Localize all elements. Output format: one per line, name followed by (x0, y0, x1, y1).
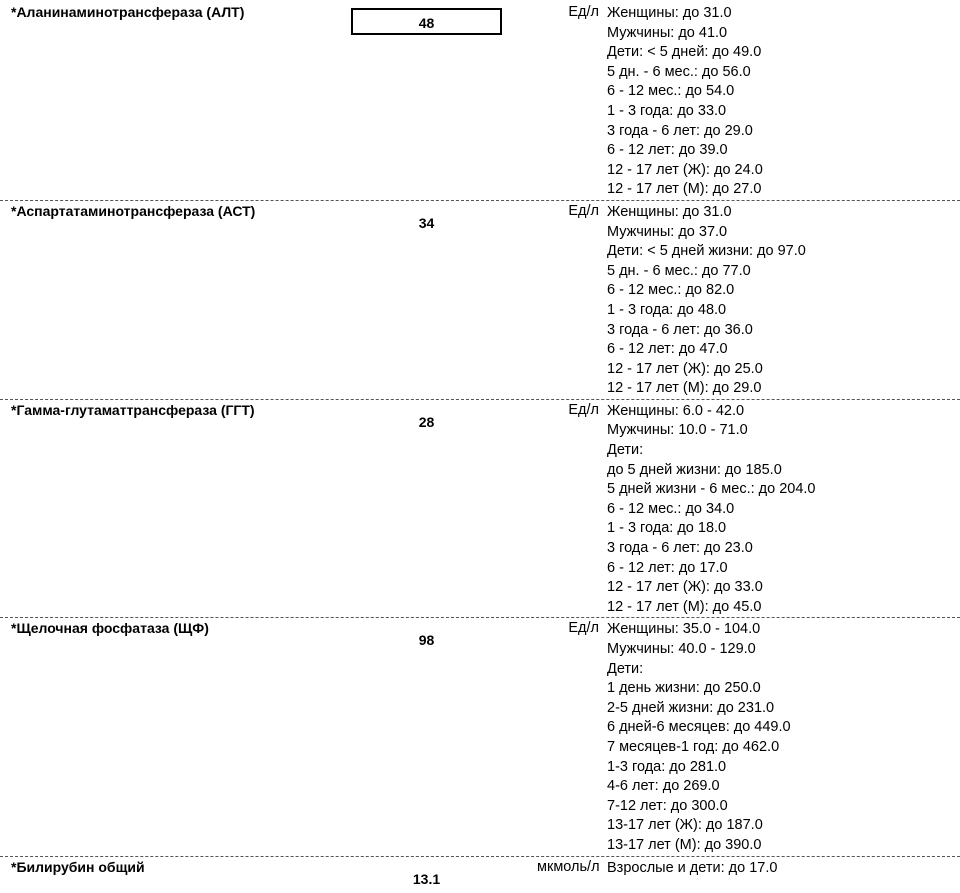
reference-line: Женщины: до 31.0 (607, 5, 732, 21)
reference-line: 1 - 3 года: до 33.0 (607, 102, 727, 119)
reference-line: 12 - 17 лет (М): до 29.0 (607, 380, 762, 397)
test-unit: Ед/л (568, 4, 599, 20)
reference-line: 1 - 3 года: до 48.0 (607, 301, 727, 318)
test-row (0, 857, 960, 887)
reference-line: 6 дней-6 месяцев: до 449.0 (607, 719, 791, 736)
reference-line: Дети: (607, 660, 644, 677)
reference-line: Женщины: 35.0 - 104.0 (607, 621, 761, 638)
reference-line: 6 - 12 мес.: до 54.0 (607, 83, 735, 100)
reference-line: 3 года - 6 лет: до 36.0 (607, 321, 753, 338)
reference-line: 13-17 лет (Ж): до 187.0 (607, 817, 763, 834)
test-name: *Щелочная фосфатаза (ЩФ) (11, 620, 209, 637)
reference-line: 6 - 12 лет: до 39.0 (607, 142, 728, 159)
reference-line: Дети: < 5 дней жизни: до 97.0 (607, 243, 806, 260)
reference-range (607, 201, 960, 399)
reference-line: 6 - 12 лет: до 17.0 (607, 559, 728, 576)
test-unit: Ед/л (568, 620, 599, 637)
reference-line: 2-5 дней жизни: до 231.0 (607, 699, 775, 716)
reference-range (607, 400, 960, 618)
test-value: 34 (418, 214, 435, 231)
reference-line: 13-17 лет (М): до 390.0 (607, 836, 762, 853)
reference-line: 7-12 лет: до 300.0 (607, 797, 728, 814)
reference-line: 3 года - 6 лет: до 29.0 (607, 122, 753, 139)
reference-line: 6 - 12 мес.: до 34.0 (607, 500, 735, 517)
reference-line: 1 - 3 года: до 18.0 (607, 520, 727, 537)
test-name: *Аспартатаминотрансфераза (АСТ) (11, 202, 256, 219)
reference-line: 5 дн. - 6 мес.: до 56.0 (607, 63, 751, 80)
test-value-flagged: 48 (351, 8, 502, 35)
reference-range (607, 2, 960, 200)
reference-line: 6 - 12 лет: до 47.0 (607, 341, 728, 358)
test-name: *Гамма-глутаматтрансфераза (ГГТ) (11, 401, 255, 418)
test-row (0, 201, 960, 400)
test-row (0, 400, 960, 619)
reference-range (607, 618, 960, 855)
test-value: 13.1 (412, 870, 441, 887)
reference-line: Мужчины: до 37.0 (607, 223, 728, 240)
reference-line: 6 - 12 мес.: до 82.0 (607, 282, 735, 299)
reference-line: до 5 дней жизни: до 185.0 (607, 461, 782, 478)
test-row (0, 2, 960, 201)
lab-results-table (0, 2, 960, 887)
reference-line: Дети: < 5 дней: до 49.0 (607, 44, 762, 61)
reference-line: 7 месяцев-1 год: до 462.0 (607, 738, 780, 755)
reference-line: 1-3 года: до 281.0 (607, 758, 727, 775)
reference-line: 12 - 17 лет (Ж): до 33.0 (607, 579, 763, 596)
reference-line: 12 - 17 лет (М): до 27.0 (607, 181, 762, 198)
reference-line: 5 дней жизни - 6 мес.: до 204.0 (607, 481, 816, 498)
test-unit: Ед/л (568, 202, 599, 219)
reference-line: 4-6 лет: до 269.0 (607, 778, 720, 795)
reference-line: 3 года - 6 лет: до 23.0 (607, 540, 753, 557)
reference-line: 5 дн. - 6 мес.: до 77.0 (607, 262, 751, 279)
test-unit: Ед/л (568, 401, 599, 418)
test-unit: мкмоль/л (537, 858, 600, 875)
reference-line: Взрослые и дети: до 17.0 (607, 859, 778, 876)
test-name: *Аланинаминотрансфераза (АЛТ) (11, 4, 245, 20)
reference-line: 12 - 17 лет (Ж): до 25.0 (607, 360, 763, 377)
reference-line: 12 - 17 лет (Ж): до 24.0 (607, 161, 763, 178)
reference-line: 1 день жизни: до 250.0 (607, 680, 761, 697)
test-value: 98 (418, 632, 435, 649)
reference-range (607, 857, 960, 879)
test-value: 28 (418, 413, 435, 430)
test-name: *Билирубин общий (11, 858, 145, 875)
reference-line: Мужчины: до 41.0 (607, 24, 728, 41)
test-row (0, 618, 960, 856)
reference-line: Женщины: 6.0 - 42.0 (607, 402, 745, 419)
reference-line: 12 - 17 лет (М): до 45.0 (607, 598, 762, 615)
reference-line: Дети: (607, 442, 644, 459)
reference-line: Мужчины: 10.0 - 71.0 (607, 422, 748, 439)
reference-line: Женщины: до 31.0 (607, 203, 732, 220)
reference-line: Мужчины: 40.0 - 129.0 (607, 641, 756, 657)
